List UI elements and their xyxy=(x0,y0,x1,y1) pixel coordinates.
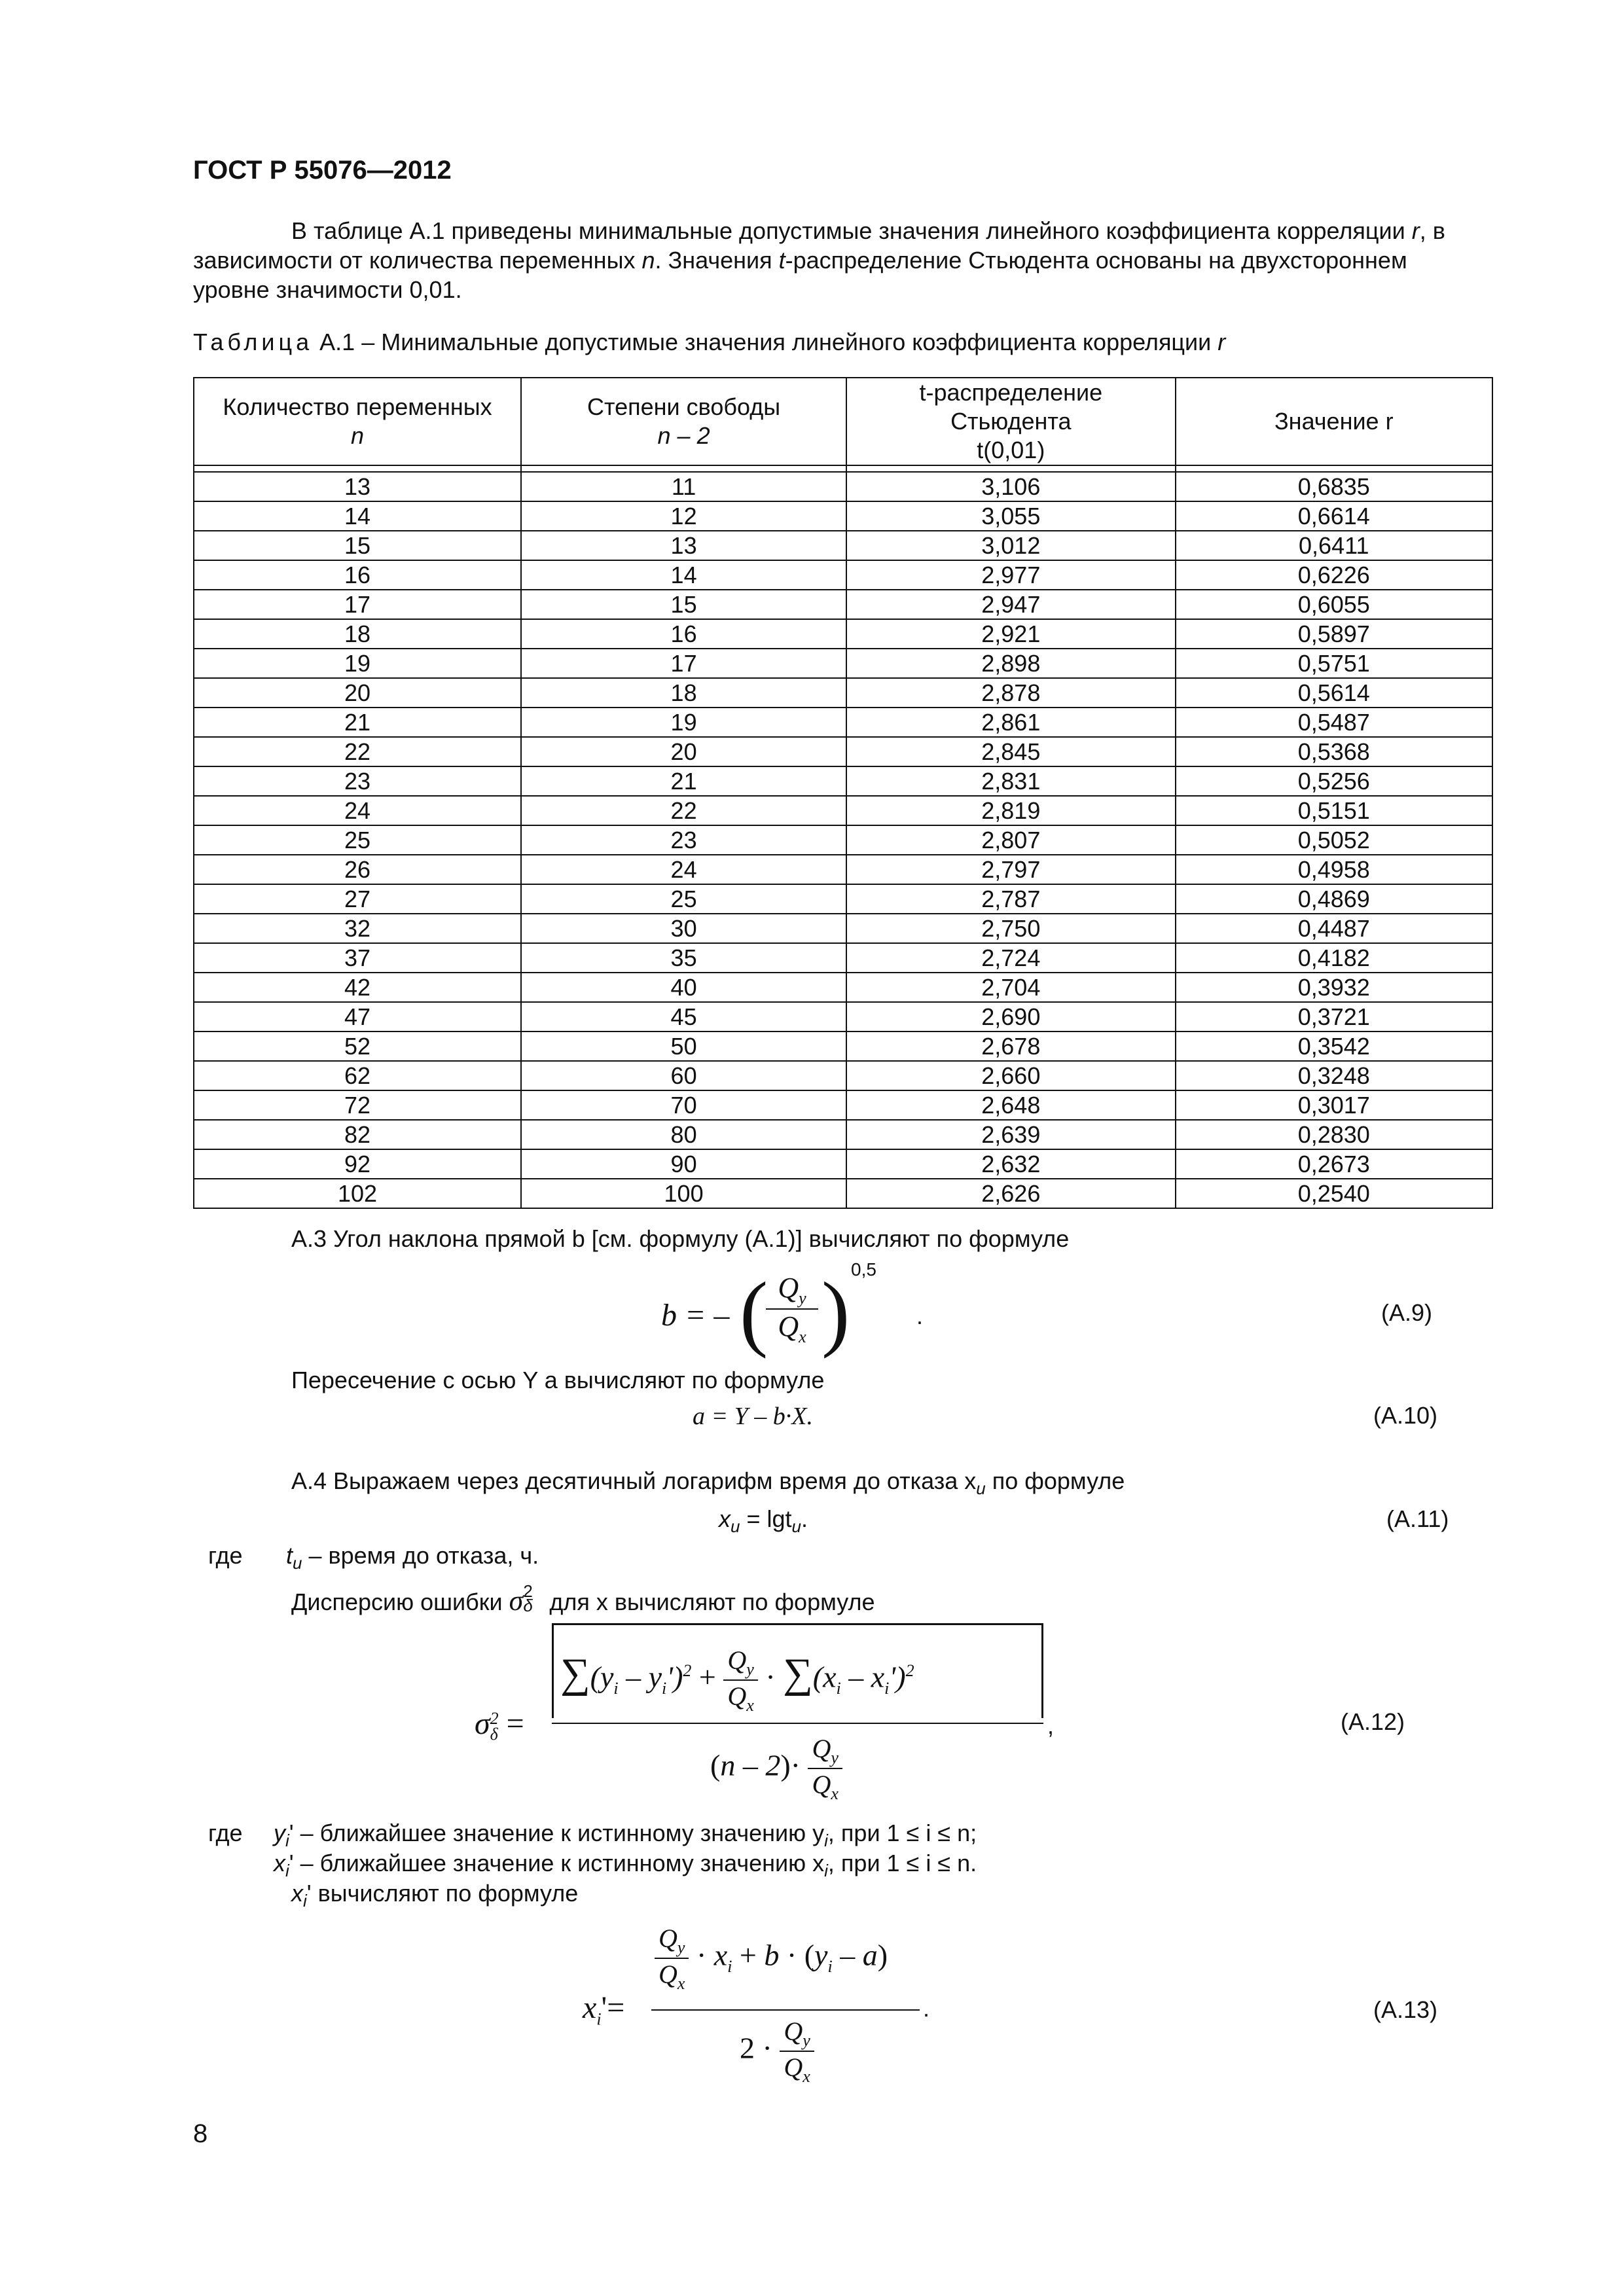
table-cell: 2,704 xyxy=(846,973,1175,1002)
table-cell: 0,5897 xyxy=(1176,619,1492,649)
equation-a11: $x_u = \lg t_u$. xyxy=(719,1505,808,1537)
table-cell: 70 xyxy=(521,1090,846,1120)
table-cell: 2,648 xyxy=(846,1090,1175,1120)
table-cell: 50 xyxy=(521,1031,846,1061)
table-cell: 92 xyxy=(194,1149,521,1179)
table-cell: 0,4487 xyxy=(1176,914,1492,943)
equation-a9: b = – ( $Q_y$ $Q_x$ ) 0,5 . xyxy=(661,1259,924,1359)
section-a3-text: А.3 Угол наклона прямой b [см. формулу (А.1)] вычисляют по формуле xyxy=(291,1225,1070,1252)
table-cell: 0,3721 xyxy=(1176,1002,1492,1031)
table-cell: 0,5751 xyxy=(1176,649,1492,678)
yi-definition: $y_i'$ – ближайшее значение к истинному значению $y_i$, при 1 ≤ i ≤ n; xyxy=(274,1820,977,1851)
equation-a13: $x_i'=$ $\frac{Q_y}{Q_x}$ · $x_i + b \cdot (y_i - a)$ 2 · $\frac{Q_y}{Q_x}$ . xyxy=(583,1924,930,2086)
intercept-text: Пересечение с осью Y a вычисляют по формуле xyxy=(291,1367,825,1393)
table-cell: 0,3932 xyxy=(1176,973,1492,1002)
table-cell: 0,4182 xyxy=(1176,943,1492,973)
table-cell: 17 xyxy=(521,649,846,678)
table-cell: 2,831 xyxy=(846,766,1175,796)
tu-definition: $t_u$ – время до отказа, ч. xyxy=(286,1542,539,1573)
table-cell: 21 xyxy=(521,766,846,796)
table-row xyxy=(194,1179,1492,1208)
table-row xyxy=(194,1002,1492,1031)
table-cell: 52 xyxy=(194,1031,521,1061)
table-cell: 40 xyxy=(521,973,846,1002)
table-header-cell: Степени свободы n – 2 xyxy=(521,378,846,465)
table-row xyxy=(194,855,1492,884)
table-cell: 26 xyxy=(194,855,521,884)
table-row xyxy=(194,590,1492,619)
table-cell: 0,2673 xyxy=(1176,1149,1492,1179)
table-row xyxy=(194,1061,1492,1090)
table-cell: 23 xyxy=(194,766,521,796)
table-row xyxy=(194,1090,1492,1120)
intro-paragraph: В таблице А.1 приведены минимальные допустимые значения линейного коэффициента корреляции r, в зависимости от количества переменных n. Значения t-распределение Стьюдента основаны на двухстороннем уровне значимости 0,01. xyxy=(193,217,1445,303)
table-cell: 24 xyxy=(194,796,521,825)
table-cell: 3,012 xyxy=(846,531,1175,560)
table-row xyxy=(194,1149,1492,1179)
table-cell: 80 xyxy=(521,1120,846,1149)
table-cell: 2,861 xyxy=(846,708,1175,737)
table-cell: 100 xyxy=(521,1179,846,1208)
table-cell: 2,898 xyxy=(846,649,1175,678)
table-row xyxy=(194,796,1492,825)
table-cell: 60 xyxy=(521,1061,846,1090)
table-cell: 3,055 xyxy=(846,501,1175,531)
table-cell: 2,845 xyxy=(846,737,1175,766)
table-cell: 15 xyxy=(521,590,846,619)
table-cell: 2,678 xyxy=(846,1031,1175,1061)
table-cell: 0,3248 xyxy=(1176,1061,1492,1090)
table-cell: 2,819 xyxy=(846,796,1175,825)
table-cell: 72 xyxy=(194,1090,521,1120)
equation-a10: a = Y – b·X. xyxy=(693,1403,813,1430)
table-cell: 90 xyxy=(521,1149,846,1179)
table-cell: 11 xyxy=(521,472,846,501)
table-cell: 2,724 xyxy=(846,943,1175,973)
table-cell: 25 xyxy=(521,884,846,914)
table-row xyxy=(194,678,1492,708)
equation-number-a10: (А.10) xyxy=(1373,1402,1438,1429)
table-cell: 13 xyxy=(194,472,521,501)
table-cell: 32 xyxy=(194,914,521,943)
table-cell: 35 xyxy=(521,943,846,973)
table-cell: 20 xyxy=(194,678,521,708)
table-cell: 15 xyxy=(194,531,521,560)
where-label: где xyxy=(208,1542,243,1569)
table-cell: 18 xyxy=(521,678,846,708)
table-cell: 19 xyxy=(194,649,521,678)
table-cell: 0,3017 xyxy=(1176,1090,1492,1120)
table-cell: 14 xyxy=(521,560,846,590)
table-cell: 14 xyxy=(194,501,521,531)
table-cell: 0,6411 xyxy=(1176,531,1492,560)
table-cell: 20 xyxy=(521,737,846,766)
table-cell: 21 xyxy=(194,708,521,737)
where-label-2: где xyxy=(208,1820,243,1846)
xi-calc-text: $x_i'$ вычисляют по формуле xyxy=(291,1880,579,1911)
table-row xyxy=(194,973,1492,1002)
table-cell: 16 xyxy=(521,619,846,649)
table-cell: 2,921 xyxy=(846,619,1175,649)
table-row xyxy=(194,825,1492,855)
table-cell: 30 xyxy=(521,914,846,943)
equation-number-a13: (А.13) xyxy=(1373,1996,1438,2023)
table-cell: 27 xyxy=(194,884,521,914)
table-cell: 102 xyxy=(194,1179,521,1208)
equation-number-a9: (А.9) xyxy=(1381,1299,1433,1326)
table-cell: 82 xyxy=(194,1120,521,1149)
table-cell: 0,2540 xyxy=(1176,1179,1492,1208)
table-cell: 0,6614 xyxy=(1176,501,1492,531)
table-cell: 0,5487 xyxy=(1176,708,1492,737)
table-cell: 18 xyxy=(194,619,521,649)
table-cell: 22 xyxy=(194,737,521,766)
table-cell: 2,947 xyxy=(846,590,1175,619)
table-cell: 2,787 xyxy=(846,884,1175,914)
table-cell: 0,4958 xyxy=(1176,855,1492,884)
table-cell: 19 xyxy=(521,708,846,737)
table-cell: 47 xyxy=(194,1002,521,1031)
table-row xyxy=(194,737,1492,766)
table-cell: 2,660 xyxy=(846,1061,1175,1090)
equation-a12: σ 2 δ = $\sum(y_i - y_i')^2$ + $\frac{Q_y}{Q_x}$ · $\sum(x_i - x_i')^2$ (n – 2)· $\frac{Q_y}{Q_x}$ , xyxy=(475,1623,1064,1813)
table-row xyxy=(194,1031,1492,1061)
table-cell: 0,6055 xyxy=(1176,590,1492,619)
table-row xyxy=(194,531,1492,560)
table-row xyxy=(194,619,1492,649)
table-cell: 62 xyxy=(194,1061,521,1090)
table-cell: 0,4869 xyxy=(1176,884,1492,914)
table-row xyxy=(194,884,1492,914)
table-row xyxy=(194,649,1492,678)
table-cell: 2,750 xyxy=(846,914,1175,943)
xi-definition: $x_i'$ – ближайшее значение к истинному значению $x_i$, при 1 ≤ i ≤ n. xyxy=(274,1850,977,1881)
table-cell: 2,807 xyxy=(846,825,1175,855)
table-row xyxy=(194,914,1492,943)
page-number: 8 xyxy=(193,2119,208,2148)
table-cell: 3,106 xyxy=(846,472,1175,501)
equation-number-a12: (А.12) xyxy=(1341,1708,1405,1735)
table-row xyxy=(194,501,1492,531)
section-a4-text: А.4 Выражаем через десятичный логарифм время до отказа $x_u$ по формуле xyxy=(291,1467,1125,1499)
table-row xyxy=(194,708,1492,737)
table-cell: 23 xyxy=(521,825,846,855)
table-cell: 24 xyxy=(521,855,846,884)
table-cell: 0,6226 xyxy=(1176,560,1492,590)
table-cell: 2,977 xyxy=(846,560,1175,590)
table-cell: 0,6835 xyxy=(1176,472,1492,501)
table-header-cell: Значение r xyxy=(1176,378,1492,465)
table-cell: 0,5614 xyxy=(1176,678,1492,708)
table-row xyxy=(194,560,1492,590)
table-cell: 37 xyxy=(194,943,521,973)
table-row xyxy=(194,943,1492,973)
table-cell: 2,690 xyxy=(846,1002,1175,1031)
table-cell: 22 xyxy=(521,796,846,825)
table-cell: 13 xyxy=(521,531,846,560)
table-row xyxy=(194,1120,1492,1149)
table-cell: 0,5256 xyxy=(1176,766,1492,796)
table-cell: 0,5052 xyxy=(1176,825,1492,855)
table-cell: 2,626 xyxy=(846,1179,1175,1208)
table-cell: 42 xyxy=(194,973,521,1002)
table-cell: 0,3542 xyxy=(1176,1031,1492,1061)
table-cell: 0,5151 xyxy=(1176,796,1492,825)
table-cell: 2,632 xyxy=(846,1149,1175,1179)
table-row xyxy=(194,766,1492,796)
table-row xyxy=(194,472,1492,501)
table-cell: 0,2830 xyxy=(1176,1120,1492,1149)
table-cell: 17 xyxy=(194,590,521,619)
table-cell: 16 xyxy=(194,560,521,590)
correlation-table xyxy=(193,377,1493,1209)
table-cell: 45 xyxy=(521,1002,846,1031)
table-cell: 2,878 xyxy=(846,678,1175,708)
document-header: ГОСТ Р 55076—2012 xyxy=(193,156,452,185)
equation-number-a11: (А.11) xyxy=(1386,1505,1449,1532)
dispersion-text: Дисперсию ошибки σ 2 δ для x вычисляют по формуле xyxy=(291,1581,875,1617)
table-cell: 25 xyxy=(194,825,521,855)
table-header-cell: t-распределение Стьюдента t(0,01) xyxy=(846,378,1175,465)
table-cell: 12 xyxy=(521,501,846,531)
table-cell: 2,639 xyxy=(846,1120,1175,1149)
table-header-cell: Количество переменных n xyxy=(194,378,521,465)
table-cell: 2,797 xyxy=(846,855,1175,884)
table-caption: Таблица А.1 – Минимальные допустимые значения линейного коэффициента корреляции r xyxy=(193,329,1226,355)
table-cell: 0,5368 xyxy=(1176,737,1492,766)
